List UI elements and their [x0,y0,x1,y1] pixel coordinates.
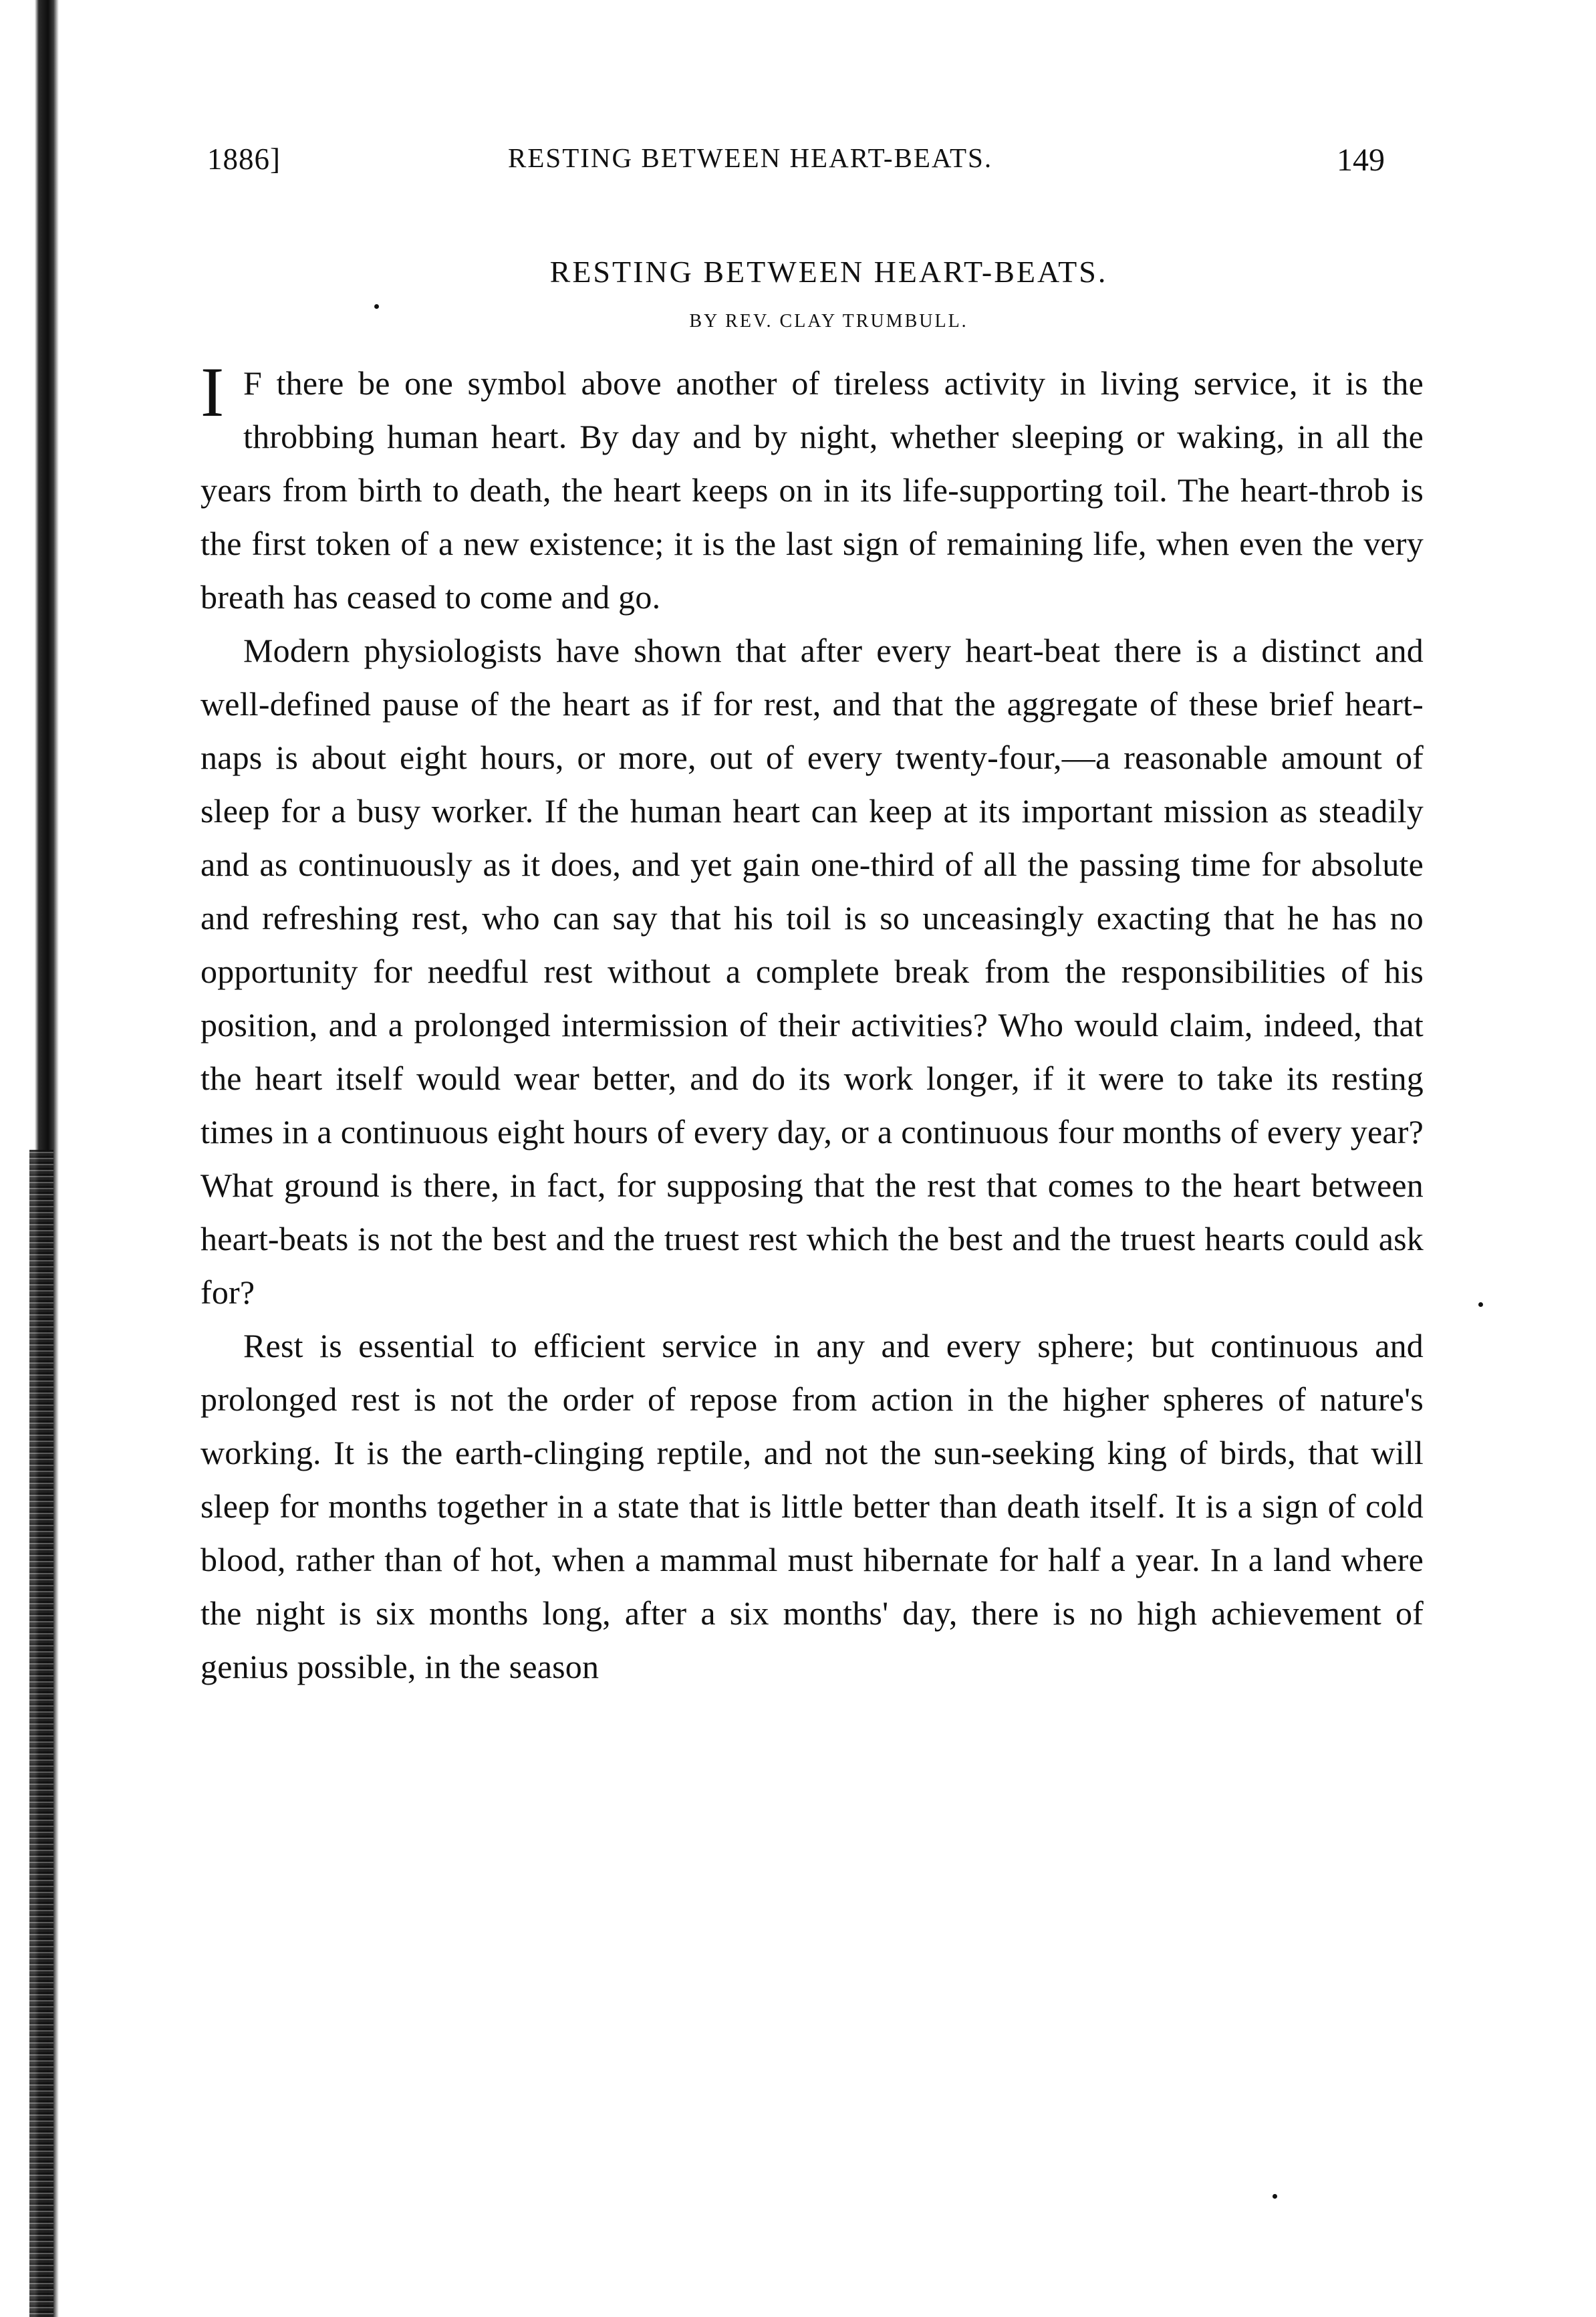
running-head-year: 1886] [207,142,281,176]
article-title: RESTING BETWEEN HEART-BEATS. [549,255,1108,289]
paragraph-2: Modern physiologists have shown that after every heart-beat there is a distinct and well-defined pause of the heart as if for rest, and that the aggregate of these brief heart-naps is about eight hours, or more, out of every twenty-four,—a reasonable amount of sleep for a busy worker. If the human heart can keep at its important mission as steadily and as continuously as it does, and yet gain one-third of all the passing time for absolute and refreshing rest, who can say that his toil is so unceasingly exacting that he has no opportunity for needful rest without a complete break from the responsibilities of his position, and a prolonged intermission of their activities? Who would claim, indeed, that the heart itself would wear better, and do its work longer, if it were to take its resting times in a continuous eight hours of every day, or a continuous four months of every year? What ground is there, in fact, for supposing that the rest that comes to the heart between heart-beats is not the best and the truest rest which the best and the truest hearts could ask for? [201,632,1424,1311]
article-byline: BY REV. CLAY TRUMBULL. [689,311,968,332]
book-page [201,127,1424,1693]
print-speck [1478,1302,1483,1307]
running-head-title: RESTING BETWEEN HEART-BEATS. [508,142,993,173]
paragraph-1 [201,353,1424,624]
binding-shadow [29,1150,53,2317]
drop-cap: I [201,353,225,431]
running-head [201,127,1424,180]
paragraph-1-text: F there be one symbol above another of tireless activity in living service, it is the throbbing human heart. By day and by night, whether sleeping or waking, in all the years from birth to death, the heart keeps on in its life-supporting toil. The heart-throb is the first token of a new existence; it is the last sign of remaining life, when even the very breath has ceased to come and go. [201,364,1424,616]
print-speck [1273,2194,1277,2199]
article-body [201,353,1424,1693]
paragraph-3: Rest is essential to efficient service in any and every sphere; but continuous and prolonged rest is not the order of repose from action in the higher spheres of nature's working. It is the earth-clinging reptile, and not the sun-seeking king of birds, that will sleep for months together in a state that is little better than death itself. It is a sign of cold blood, rather than of hot, when a mammal must hibernate for half a year. In a land where the night is six months long, after a six months' day, there is no high achievement of genius possible, in the season [201,1327,1424,1685]
page-number: 149 [1337,142,1385,178]
print-speck [374,304,379,309]
